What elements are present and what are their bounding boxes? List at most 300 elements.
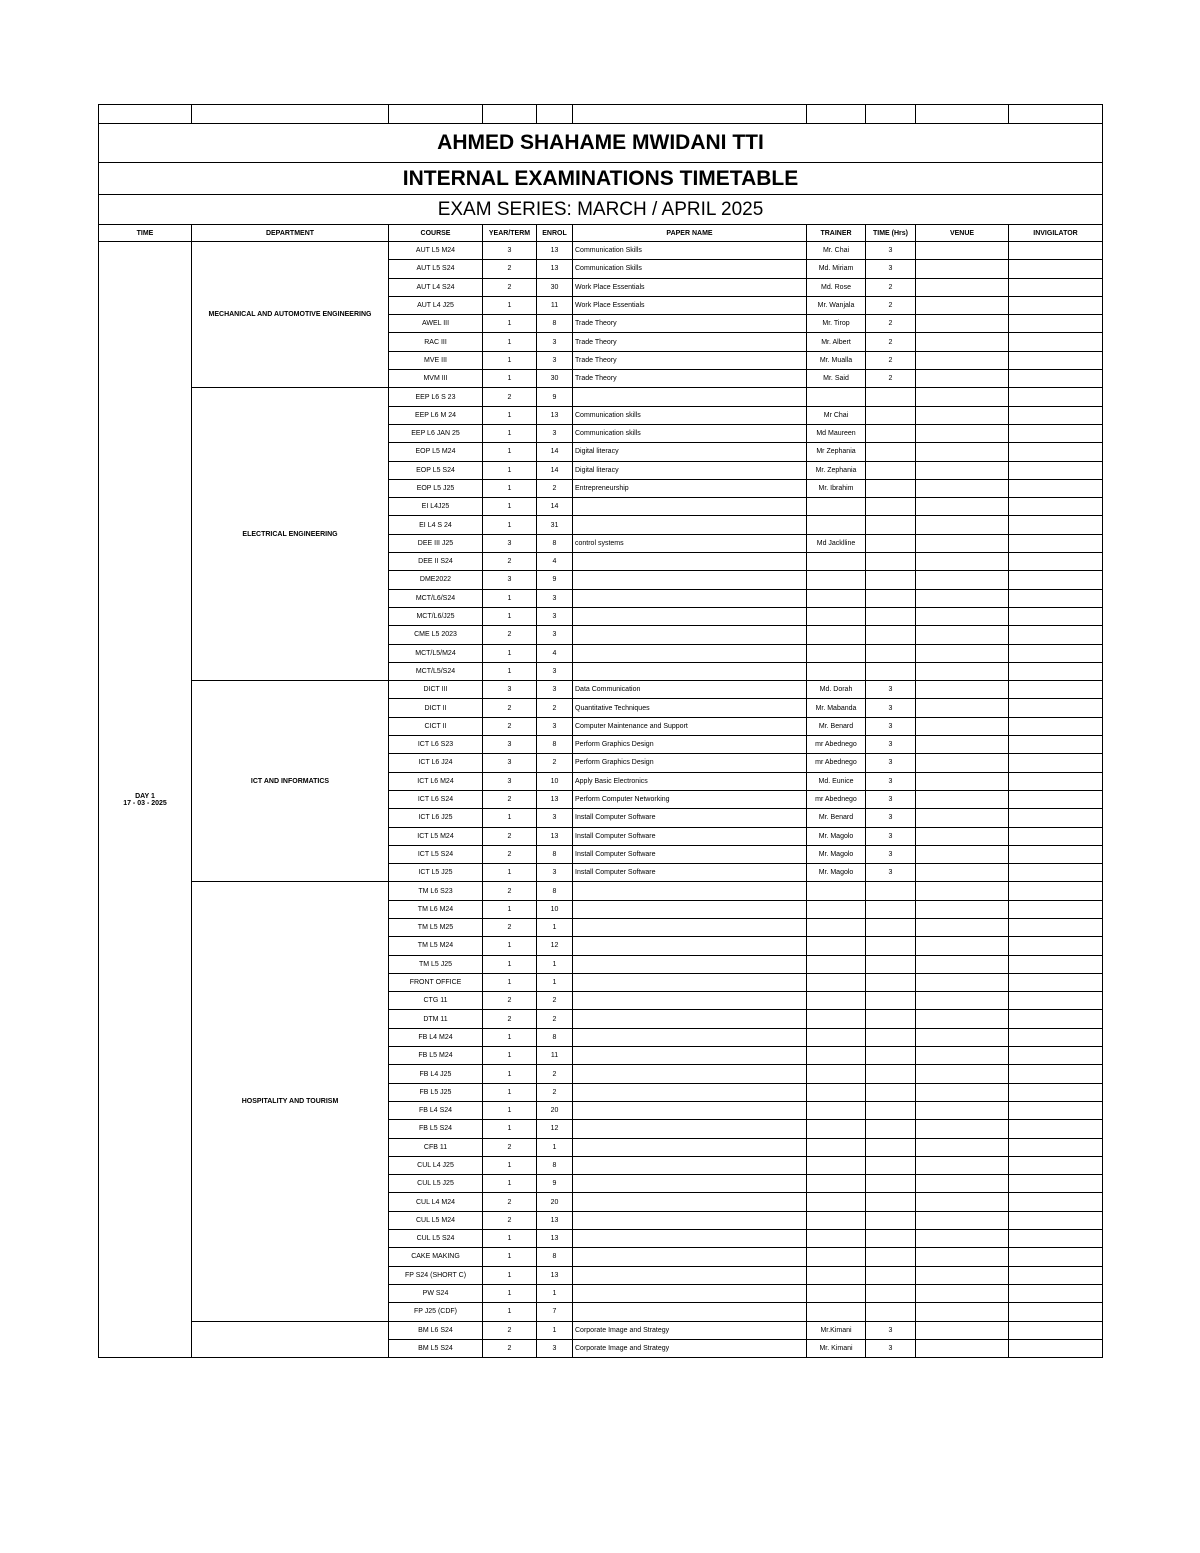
venue-cell — [916, 992, 1009, 1010]
paper-name-cell — [573, 607, 807, 625]
hours-cell — [866, 955, 916, 973]
paper-name-cell — [573, 1248, 807, 1266]
paper-name-cell — [573, 626, 807, 644]
year-term-cell: 2 — [483, 717, 537, 735]
paper-name-cell: Digital literacy — [573, 443, 807, 461]
paper-name-cell — [573, 1230, 807, 1248]
invigilator-cell — [1009, 845, 1103, 863]
venue-cell — [916, 370, 1009, 388]
course-cell: TM L5 J25 — [389, 955, 483, 973]
trainer-cell — [807, 1284, 866, 1302]
venue-cell — [916, 1193, 1009, 1211]
paper-name-cell — [573, 1047, 807, 1065]
enrol-cell: 3 — [537, 717, 573, 735]
trainer-cell — [807, 1047, 866, 1065]
year-term-cell: 1 — [483, 461, 537, 479]
invigilator-cell — [1009, 443, 1103, 461]
trainer-cell: Mr. Kimani — [807, 1339, 866, 1357]
invigilator-cell — [1009, 1266, 1103, 1284]
paper-name-cell: control systems — [573, 534, 807, 552]
trainer-cell: Md Maureen — [807, 424, 866, 442]
enrol-cell: 13 — [537, 790, 573, 808]
venue-cell — [916, 754, 1009, 772]
enrol-cell: 11 — [537, 1047, 573, 1065]
hours-cell — [866, 1193, 916, 1211]
course-cell: FB L5 S24 — [389, 1120, 483, 1138]
paper-name-cell — [573, 1065, 807, 1083]
year-term-cell: 1 — [483, 1101, 537, 1119]
year-term-cell: 2 — [483, 1193, 537, 1211]
venue-cell — [916, 864, 1009, 882]
trainer-cell — [807, 1248, 866, 1266]
enrol-cell: 30 — [537, 278, 573, 296]
trainer-cell: mr Abednego — [807, 790, 866, 808]
year-term-cell: 1 — [483, 1028, 537, 1046]
hours-cell: 3 — [866, 736, 916, 754]
hours-cell — [866, 882, 916, 900]
venue-cell — [916, 681, 1009, 699]
course-cell: MCT/L6/S24 — [389, 589, 483, 607]
invigilator-cell — [1009, 351, 1103, 369]
hours-cell — [866, 1010, 916, 1028]
hours-cell — [866, 553, 916, 571]
enrol-cell: 12 — [537, 1120, 573, 1138]
enrol-cell: 8 — [537, 1028, 573, 1046]
venue-cell — [916, 699, 1009, 717]
invigilator-cell — [1009, 370, 1103, 388]
enrol-cell: 1 — [537, 1321, 573, 1339]
paper-name-cell: Corporate Image and Strategy — [573, 1339, 807, 1357]
course-cell: TM L5 M24 — [389, 937, 483, 955]
course-cell: CUL L5 S24 — [389, 1230, 483, 1248]
hours-cell — [866, 1120, 916, 1138]
course-cell: AUT L4 S24 — [389, 278, 483, 296]
paper-name-cell — [573, 973, 807, 991]
hours-cell — [866, 1248, 916, 1266]
venue-cell — [916, 918, 1009, 936]
trainer-cell: Mr. Magolo — [807, 845, 866, 863]
enrol-cell: 20 — [537, 1101, 573, 1119]
hours-cell — [866, 1230, 916, 1248]
trainer-cell: Mr.Kimani — [807, 1321, 866, 1339]
course-cell: FB L4 J25 — [389, 1065, 483, 1083]
enrol-cell: 13 — [537, 242, 573, 260]
course-cell: CUL L5 M24 — [389, 1211, 483, 1229]
invigilator-cell — [1009, 315, 1103, 333]
department-cell: ICT AND INFORMATICS — [192, 681, 389, 882]
hours-cell: 3 — [866, 681, 916, 699]
invigilator-cell — [1009, 1321, 1103, 1339]
trainer-cell: Md. Eunice — [807, 772, 866, 790]
enrol-cell: 14 — [537, 498, 573, 516]
hours-cell — [866, 900, 916, 918]
year-term-cell: 3 — [483, 772, 537, 790]
course-cell: TM L5 M25 — [389, 918, 483, 936]
year-term-cell: 1 — [483, 662, 537, 680]
invigilator-cell — [1009, 1230, 1103, 1248]
trainer-cell: mr Abednego — [807, 736, 866, 754]
course-cell: MVE III — [389, 351, 483, 369]
hours-cell: 2 — [866, 370, 916, 388]
timetable-body — [99, 242, 1103, 1358]
trainer-cell: Mr. Zephania — [807, 461, 866, 479]
hours-cell — [866, 973, 916, 991]
trainer-cell — [807, 1266, 866, 1284]
enrol-cell: 3 — [537, 1339, 573, 1357]
trainer-cell — [807, 553, 866, 571]
day-date-cell: DAY 1 17 - 03 - 2025 — [99, 242, 192, 1358]
course-cell: CAKE MAKING — [389, 1248, 483, 1266]
col-paper-name: PAPER NAME — [573, 225, 807, 242]
hours-cell — [866, 1028, 916, 1046]
venue-cell — [916, 717, 1009, 735]
course-cell: FRONT OFFICE — [389, 973, 483, 991]
venue-cell — [916, 571, 1009, 589]
hours-cell: 2 — [866, 315, 916, 333]
trainer-cell — [807, 589, 866, 607]
venue-cell — [916, 1083, 1009, 1101]
hours-cell: 3 — [866, 809, 916, 827]
venue-cell — [916, 1230, 1009, 1248]
venue-cell — [916, 900, 1009, 918]
enrol-cell: 3 — [537, 626, 573, 644]
year-term-cell: 1 — [483, 1175, 537, 1193]
year-term-cell: 2 — [483, 278, 537, 296]
invigilator-cell — [1009, 296, 1103, 314]
venue-cell — [916, 1266, 1009, 1284]
hours-cell: 3 — [866, 827, 916, 845]
year-term-cell: 1 — [483, 1303, 537, 1321]
enrol-cell: 2 — [537, 1083, 573, 1101]
hours-cell — [866, 479, 916, 497]
year-term-cell: 1 — [483, 809, 537, 827]
column-header-row — [99, 225, 1103, 242]
enrol-cell: 3 — [537, 424, 573, 442]
enrol-cell: 12 — [537, 937, 573, 955]
year-term-cell: 2 — [483, 699, 537, 717]
year-term-cell: 1 — [483, 406, 537, 424]
trainer-cell: Md. Rose — [807, 278, 866, 296]
venue-cell — [916, 845, 1009, 863]
course-cell: FB L4 S24 — [389, 1101, 483, 1119]
trainer-cell — [807, 1211, 866, 1229]
paper-name-cell — [573, 992, 807, 1010]
year-term-cell: 1 — [483, 1156, 537, 1174]
course-cell: AUT L5 M24 — [389, 242, 483, 260]
invigilator-cell — [1009, 479, 1103, 497]
trainer-cell — [807, 900, 866, 918]
venue-cell — [916, 1120, 1009, 1138]
invigilator-cell — [1009, 278, 1103, 296]
year-term-cell: 1 — [483, 1230, 537, 1248]
hours-cell — [866, 1138, 916, 1156]
course-cell: RAC III — [389, 333, 483, 351]
trainer-cell — [807, 1193, 866, 1211]
paper-name-cell — [573, 644, 807, 662]
course-cell: ICT L6 J25 — [389, 809, 483, 827]
course-cell: CUL L4 J25 — [389, 1156, 483, 1174]
enrol-cell: 8 — [537, 315, 573, 333]
exam-series: EXAM SERIES: MARCH / APRIL 2025 — [99, 195, 1103, 225]
venue-cell — [916, 827, 1009, 845]
trainer-cell — [807, 1120, 866, 1138]
course-cell: PW S24 — [389, 1284, 483, 1302]
paper-name-cell: Digital literacy — [573, 461, 807, 479]
trainer-cell: Mr. Albert — [807, 333, 866, 351]
invigilator-cell — [1009, 242, 1103, 260]
hours-cell — [866, 424, 916, 442]
enrol-cell: 3 — [537, 607, 573, 625]
invigilator-cell — [1009, 516, 1103, 534]
invigilator-cell — [1009, 1175, 1103, 1193]
invigilator-cell — [1009, 1101, 1103, 1119]
course-cell: BM L6 S24 — [389, 1321, 483, 1339]
course-cell: AUT L5 S24 — [389, 260, 483, 278]
year-term-cell: 1 — [483, 589, 537, 607]
trainer-cell — [807, 1230, 866, 1248]
trainer-cell: mr Abednego — [807, 754, 866, 772]
enrol-cell: 13 — [537, 827, 573, 845]
invigilator-cell — [1009, 790, 1103, 808]
year-term-cell: 2 — [483, 790, 537, 808]
hours-cell: 3 — [866, 790, 916, 808]
hours-cell: 2 — [866, 351, 916, 369]
year-term-cell: 1 — [483, 443, 537, 461]
enrol-cell: 1 — [537, 918, 573, 936]
invigilator-cell — [1009, 772, 1103, 790]
course-cell: FB L4 M24 — [389, 1028, 483, 1046]
venue-cell — [916, 1028, 1009, 1046]
department-cell: ELECTRICAL ENGINEERING — [192, 388, 389, 681]
enrol-cell: 3 — [537, 589, 573, 607]
paper-name-cell: Data Communication — [573, 681, 807, 699]
enrol-cell: 3 — [537, 333, 573, 351]
course-cell: DICT II — [389, 699, 483, 717]
trainer-cell: Mr. Benard — [807, 809, 866, 827]
paper-name-cell — [573, 1028, 807, 1046]
enrol-cell: 11 — [537, 296, 573, 314]
paper-name-cell: Perform Computer Networking — [573, 790, 807, 808]
trainer-cell — [807, 626, 866, 644]
enrol-cell: 8 — [537, 1248, 573, 1266]
invigilator-cell — [1009, 717, 1103, 735]
hours-cell — [866, 406, 916, 424]
year-term-cell: 3 — [483, 681, 537, 699]
paper-name-cell: Install Computer Software — [573, 809, 807, 827]
invigilator-cell — [1009, 681, 1103, 699]
trainer-cell — [807, 498, 866, 516]
trainer-cell: Mr Chai — [807, 406, 866, 424]
year-term-cell: 1 — [483, 973, 537, 991]
enrol-cell: 30 — [537, 370, 573, 388]
hours-cell — [866, 1175, 916, 1193]
venue-cell — [916, 443, 1009, 461]
course-cell: AWEL III — [389, 315, 483, 333]
hours-cell: 3 — [866, 242, 916, 260]
course-cell: MCT/L5/S24 — [389, 662, 483, 680]
paper-name-cell: Trade Theory — [573, 333, 807, 351]
timetable-sheet — [98, 104, 1102, 1358]
col-department: DEPARTMENT — [192, 225, 389, 242]
enrol-cell: 3 — [537, 864, 573, 882]
invigilator-cell — [1009, 1303, 1103, 1321]
course-cell: FB L5 M24 — [389, 1047, 483, 1065]
paper-name-cell — [573, 589, 807, 607]
invigilator-cell — [1009, 900, 1103, 918]
venue-cell — [916, 1101, 1009, 1119]
invigilator-cell — [1009, 736, 1103, 754]
venue-cell — [916, 589, 1009, 607]
hours-cell — [866, 498, 916, 516]
invigilator-cell — [1009, 1339, 1103, 1357]
invigilator-cell — [1009, 699, 1103, 717]
year-term-cell: 1 — [483, 1047, 537, 1065]
course-cell: DEE III J25 — [389, 534, 483, 552]
hours-cell — [866, 1284, 916, 1302]
trainer-cell — [807, 1101, 866, 1119]
venue-cell — [916, 1175, 1009, 1193]
trainer-cell — [807, 662, 866, 680]
hours-cell — [866, 992, 916, 1010]
venue-cell — [916, 809, 1009, 827]
course-cell: FP J25 (CDF) — [389, 1303, 483, 1321]
col-trainer: TRAINER — [807, 225, 866, 242]
hours-cell — [866, 461, 916, 479]
trainer-cell — [807, 1028, 866, 1046]
course-cell: FP S24 (SHORT C) — [389, 1266, 483, 1284]
year-term-cell: 2 — [483, 260, 537, 278]
invigilator-cell — [1009, 406, 1103, 424]
year-term-cell: 2 — [483, 845, 537, 863]
paper-name-cell: Communication Skills — [573, 260, 807, 278]
venue-cell — [916, 1321, 1009, 1339]
venue-cell — [916, 1065, 1009, 1083]
enrol-cell: 13 — [537, 1266, 573, 1284]
course-cell: CME L5 2023 — [389, 626, 483, 644]
paper-name-cell — [573, 1010, 807, 1028]
hours-cell — [866, 1047, 916, 1065]
course-cell: CTG 11 — [389, 992, 483, 1010]
col-course: COURSE — [389, 225, 483, 242]
venue-cell — [916, 644, 1009, 662]
enrol-cell: 8 — [537, 882, 573, 900]
enrol-cell: 14 — [537, 461, 573, 479]
paper-name-cell: Entrepreneurship — [573, 479, 807, 497]
hours-cell — [866, 443, 916, 461]
course-cell: EEP L6 S 23 — [389, 388, 483, 406]
invigilator-cell — [1009, 1047, 1103, 1065]
trainer-cell — [807, 992, 866, 1010]
hours-cell — [866, 1266, 916, 1284]
venue-cell — [916, 662, 1009, 680]
paper-name-cell: Quantitative Techniques — [573, 699, 807, 717]
enrol-cell: 31 — [537, 516, 573, 534]
venue-cell — [916, 955, 1009, 973]
timetable — [98, 104, 1103, 1358]
course-cell: EOP L5 J25 — [389, 479, 483, 497]
year-term-cell: 2 — [483, 918, 537, 936]
hours-cell: 3 — [866, 260, 916, 278]
venue-cell — [916, 1047, 1009, 1065]
venue-cell — [916, 424, 1009, 442]
paper-name-cell: Trade Theory — [573, 351, 807, 369]
trainer-cell — [807, 937, 866, 955]
year-term-cell: 1 — [483, 479, 537, 497]
invigilator-cell — [1009, 992, 1103, 1010]
invigilator-cell — [1009, 607, 1103, 625]
trainer-cell: Mr. Said — [807, 370, 866, 388]
course-cell: EEP L6 JAN 25 — [389, 424, 483, 442]
trainer-cell: Mr. Mabanda — [807, 699, 866, 717]
hours-cell — [866, 388, 916, 406]
trainer-cell: Mr. Chai — [807, 242, 866, 260]
venue-cell — [916, 772, 1009, 790]
year-term-cell: 2 — [483, 388, 537, 406]
invigilator-cell — [1009, 918, 1103, 936]
course-cell: BM L5 S24 — [389, 1339, 483, 1357]
course-cell: DEE II S24 — [389, 553, 483, 571]
enrol-cell: 3 — [537, 662, 573, 680]
paper-name-cell: Install Computer Software — [573, 864, 807, 882]
invigilator-cell — [1009, 260, 1103, 278]
year-term-cell: 2 — [483, 1339, 537, 1357]
enrol-cell: 3 — [537, 809, 573, 827]
invigilator-cell — [1009, 534, 1103, 552]
enrol-cell: 13 — [537, 260, 573, 278]
hours-cell: 3 — [866, 1321, 916, 1339]
table-row — [99, 242, 1103, 260]
invigilator-cell — [1009, 1211, 1103, 1229]
hours-cell: 3 — [866, 864, 916, 882]
year-term-cell: 1 — [483, 607, 537, 625]
paper-name-cell — [573, 1120, 807, 1138]
paper-name-cell — [573, 516, 807, 534]
enrol-cell: 8 — [537, 534, 573, 552]
paper-name-cell: Computer Maintenance and Support — [573, 717, 807, 735]
paper-name-cell: Work Place Essentials — [573, 278, 807, 296]
invigilator-cell — [1009, 1138, 1103, 1156]
col-enrol: ENROL — [537, 225, 573, 242]
venue-cell — [916, 260, 1009, 278]
hours-cell — [866, 937, 916, 955]
hours-cell — [866, 1101, 916, 1119]
venue-cell — [916, 1211, 1009, 1229]
paper-name-cell — [573, 955, 807, 973]
enrol-cell: 13 — [537, 1230, 573, 1248]
enrol-cell: 2 — [537, 754, 573, 772]
enrol-cell: 9 — [537, 1175, 573, 1193]
invigilator-cell — [1009, 1083, 1103, 1101]
paper-name-cell — [573, 882, 807, 900]
venue-cell — [916, 937, 1009, 955]
trainer-cell: Mr. Ibrahim — [807, 479, 866, 497]
hours-cell — [866, 589, 916, 607]
trainer-cell: Mr. Benard — [807, 717, 866, 735]
trainer-cell — [807, 571, 866, 589]
course-cell: ICT L6 S24 — [389, 790, 483, 808]
year-term-cell: 1 — [483, 351, 537, 369]
invigilator-cell — [1009, 1065, 1103, 1083]
paper-name-cell — [573, 553, 807, 571]
venue-cell — [916, 498, 1009, 516]
enrol-cell: 14 — [537, 443, 573, 461]
trainer-cell — [807, 516, 866, 534]
course-cell: MVM III — [389, 370, 483, 388]
venue-cell — [916, 278, 1009, 296]
table-row — [99, 882, 1103, 900]
paper-name-cell — [573, 1101, 807, 1119]
paper-name-cell — [573, 937, 807, 955]
